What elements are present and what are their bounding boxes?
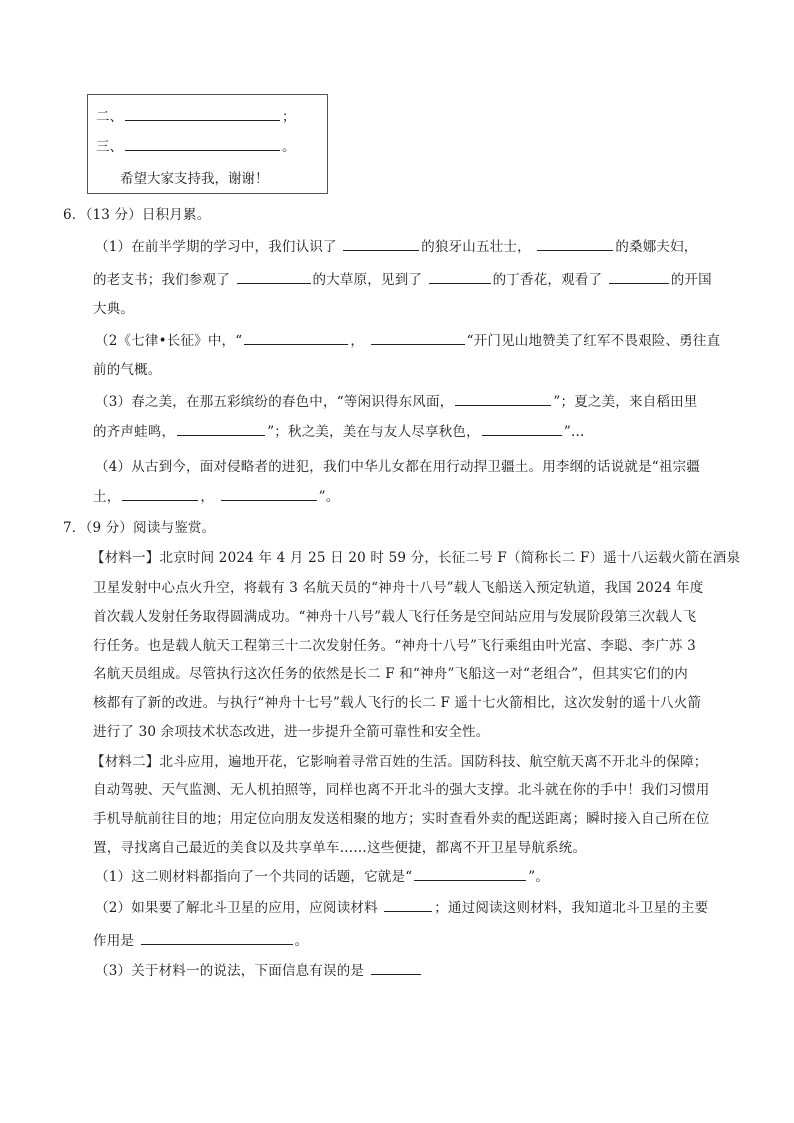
blank-field[interactable]: [429, 269, 491, 284]
blank-field[interactable]: [609, 269, 669, 284]
blank-field[interactable]: [125, 106, 280, 121]
q6-part1-line1: （1）在前半学期的学习中，我们认识了 的狼牙山五壮士， 的桑娜夫妇，: [95, 235, 698, 255]
material-1-line: 首次载人发射任务取得圆满成功。“神舟十八号”载人飞行任务是空间站应用与发展阶段第三次载人飞: [93, 609, 697, 625]
blank-field[interactable]: [343, 236, 419, 251]
blank-field[interactable]: [482, 421, 562, 436]
question-6-header: 6．（13 分）日积月累。: [63, 207, 211, 223]
blank-field[interactable]: [384, 897, 432, 912]
q7-sub3: （3）关于材料一的说法，下面信息有误的是: [95, 959, 423, 979]
material-1-line: 行任务。也是载人航天工程第三十二次发射任务。“神舟十八号”飞行乘组由叶光富、李聪、李广苏 3: [93, 638, 696, 654]
blank-field[interactable]: [371, 330, 465, 345]
material-2-line: 手机导航前往目的地；用定位向朋友发送相聚的地方；实时查看外卖的配送距离；瞬时接入自己所在位: [93, 811, 710, 827]
blank-field[interactable]: [371, 960, 421, 975]
proposal-box: [87, 94, 328, 194]
material-1-line: 【材料一】北京时间 2024 年 4 月 25 日 20 时 59 分，长征二号 F（简称长二 F）遥十八运载火箭在酒泉: [91, 550, 741, 566]
box-line-2: 二、 ；: [96, 105, 296, 125]
material-1-line: 进行了 30 余项技术状态改进，进一步提升全箭可靠性和安全性。: [93, 724, 490, 740]
q6-part2-line2: 前的气概。: [93, 362, 162, 378]
q6-part3-line2: 的齐声蛙鸣， ”；秋之美，美在与友人尽享秋色， ”…: [93, 420, 585, 440]
blank-field[interactable]: [414, 866, 526, 881]
material-1-line: 核都有了新的改进。与执行“神舟十七号”载人飞行的长二 F 遥十七火箭相比，这次发射的遥十八火箭: [93, 695, 702, 711]
blank-field[interactable]: [537, 236, 613, 251]
blank-field[interactable]: [141, 930, 293, 945]
blank-field[interactable]: [237, 269, 311, 284]
blank-field[interactable]: [455, 391, 551, 406]
q7-sub2-line2: 作用是 。: [93, 929, 308, 949]
q6-part4-line1: （4）从古到今，面对侵略者的进犯，我们中华儿女都在用行动捍卫疆土。用李纲的话说就是“祖宗疆: [95, 459, 700, 475]
q6-part4-line2: 土， ， ”。: [93, 485, 339, 505]
q6-part1-line3: 大典。: [93, 301, 135, 317]
material-2-line: 【材料二】北斗应用，遍地开花，它影响着寻常百姓的生活。国防科技、航空航天离不开北斗的保障；: [91, 754, 708, 770]
q7-sub1: （1）这二则材料都指向了一个共同的话题，它就是“ ”。: [95, 865, 549, 885]
box-closing: 希望大家支持我，谢谢！: [120, 171, 269, 187]
material-2-line: 置，寻找离自己最近的美食以及共享单车……这些便捷，都离不开卫星导航系统。: [93, 840, 587, 856]
blank-field[interactable]: [125, 136, 280, 151]
q6-part3-line1: （3）春之美，在那五彩缤纷的春色中，“等闲识得东风面， ”；夏之美，来自稻田里: [95, 390, 698, 410]
box-line-3: 三、 。: [96, 135, 296, 155]
blank-field[interactable]: [221, 486, 317, 501]
blank-field[interactable]: [122, 486, 198, 501]
blank-field[interactable]: [177, 421, 265, 436]
q7-sub2-line1: （2）如果要了解北斗卫星的应用，应阅读材料 ；通过阅读这则材料，我知道北斗卫星的主要: [95, 896, 708, 916]
q6-part1-line2: 的老支书；我们参观了 的大草原，见到了 的丁香花，观看了 的开国: [93, 268, 712, 288]
blank-field[interactable]: [244, 330, 348, 345]
material-2-line: 自动驾驶、天气监测、无人机拍照等，同样也离不开北斗的强大支撑。北斗就在你的手中！我们习惯用: [93, 782, 710, 798]
question-7-header: 7．（9 分）阅读与鉴赏。: [63, 520, 216, 536]
q6-part2-line1: （2《七律•长征》中，“ ， “开门见山地赞美了红军不畏艰险、勇往直: [95, 329, 720, 349]
material-1-line: 名航天员组成。尽管执行这次任务的依然是长二 F 和“神舟”飞船这一对“老组合”，但其实它们的内: [93, 666, 688, 682]
material-1-line: 卫星发射中心点火升空，将载有 3 名航天员的“神舟十八号”载人飞船送入预定轨道，我国 2024 年度: [93, 580, 704, 596]
